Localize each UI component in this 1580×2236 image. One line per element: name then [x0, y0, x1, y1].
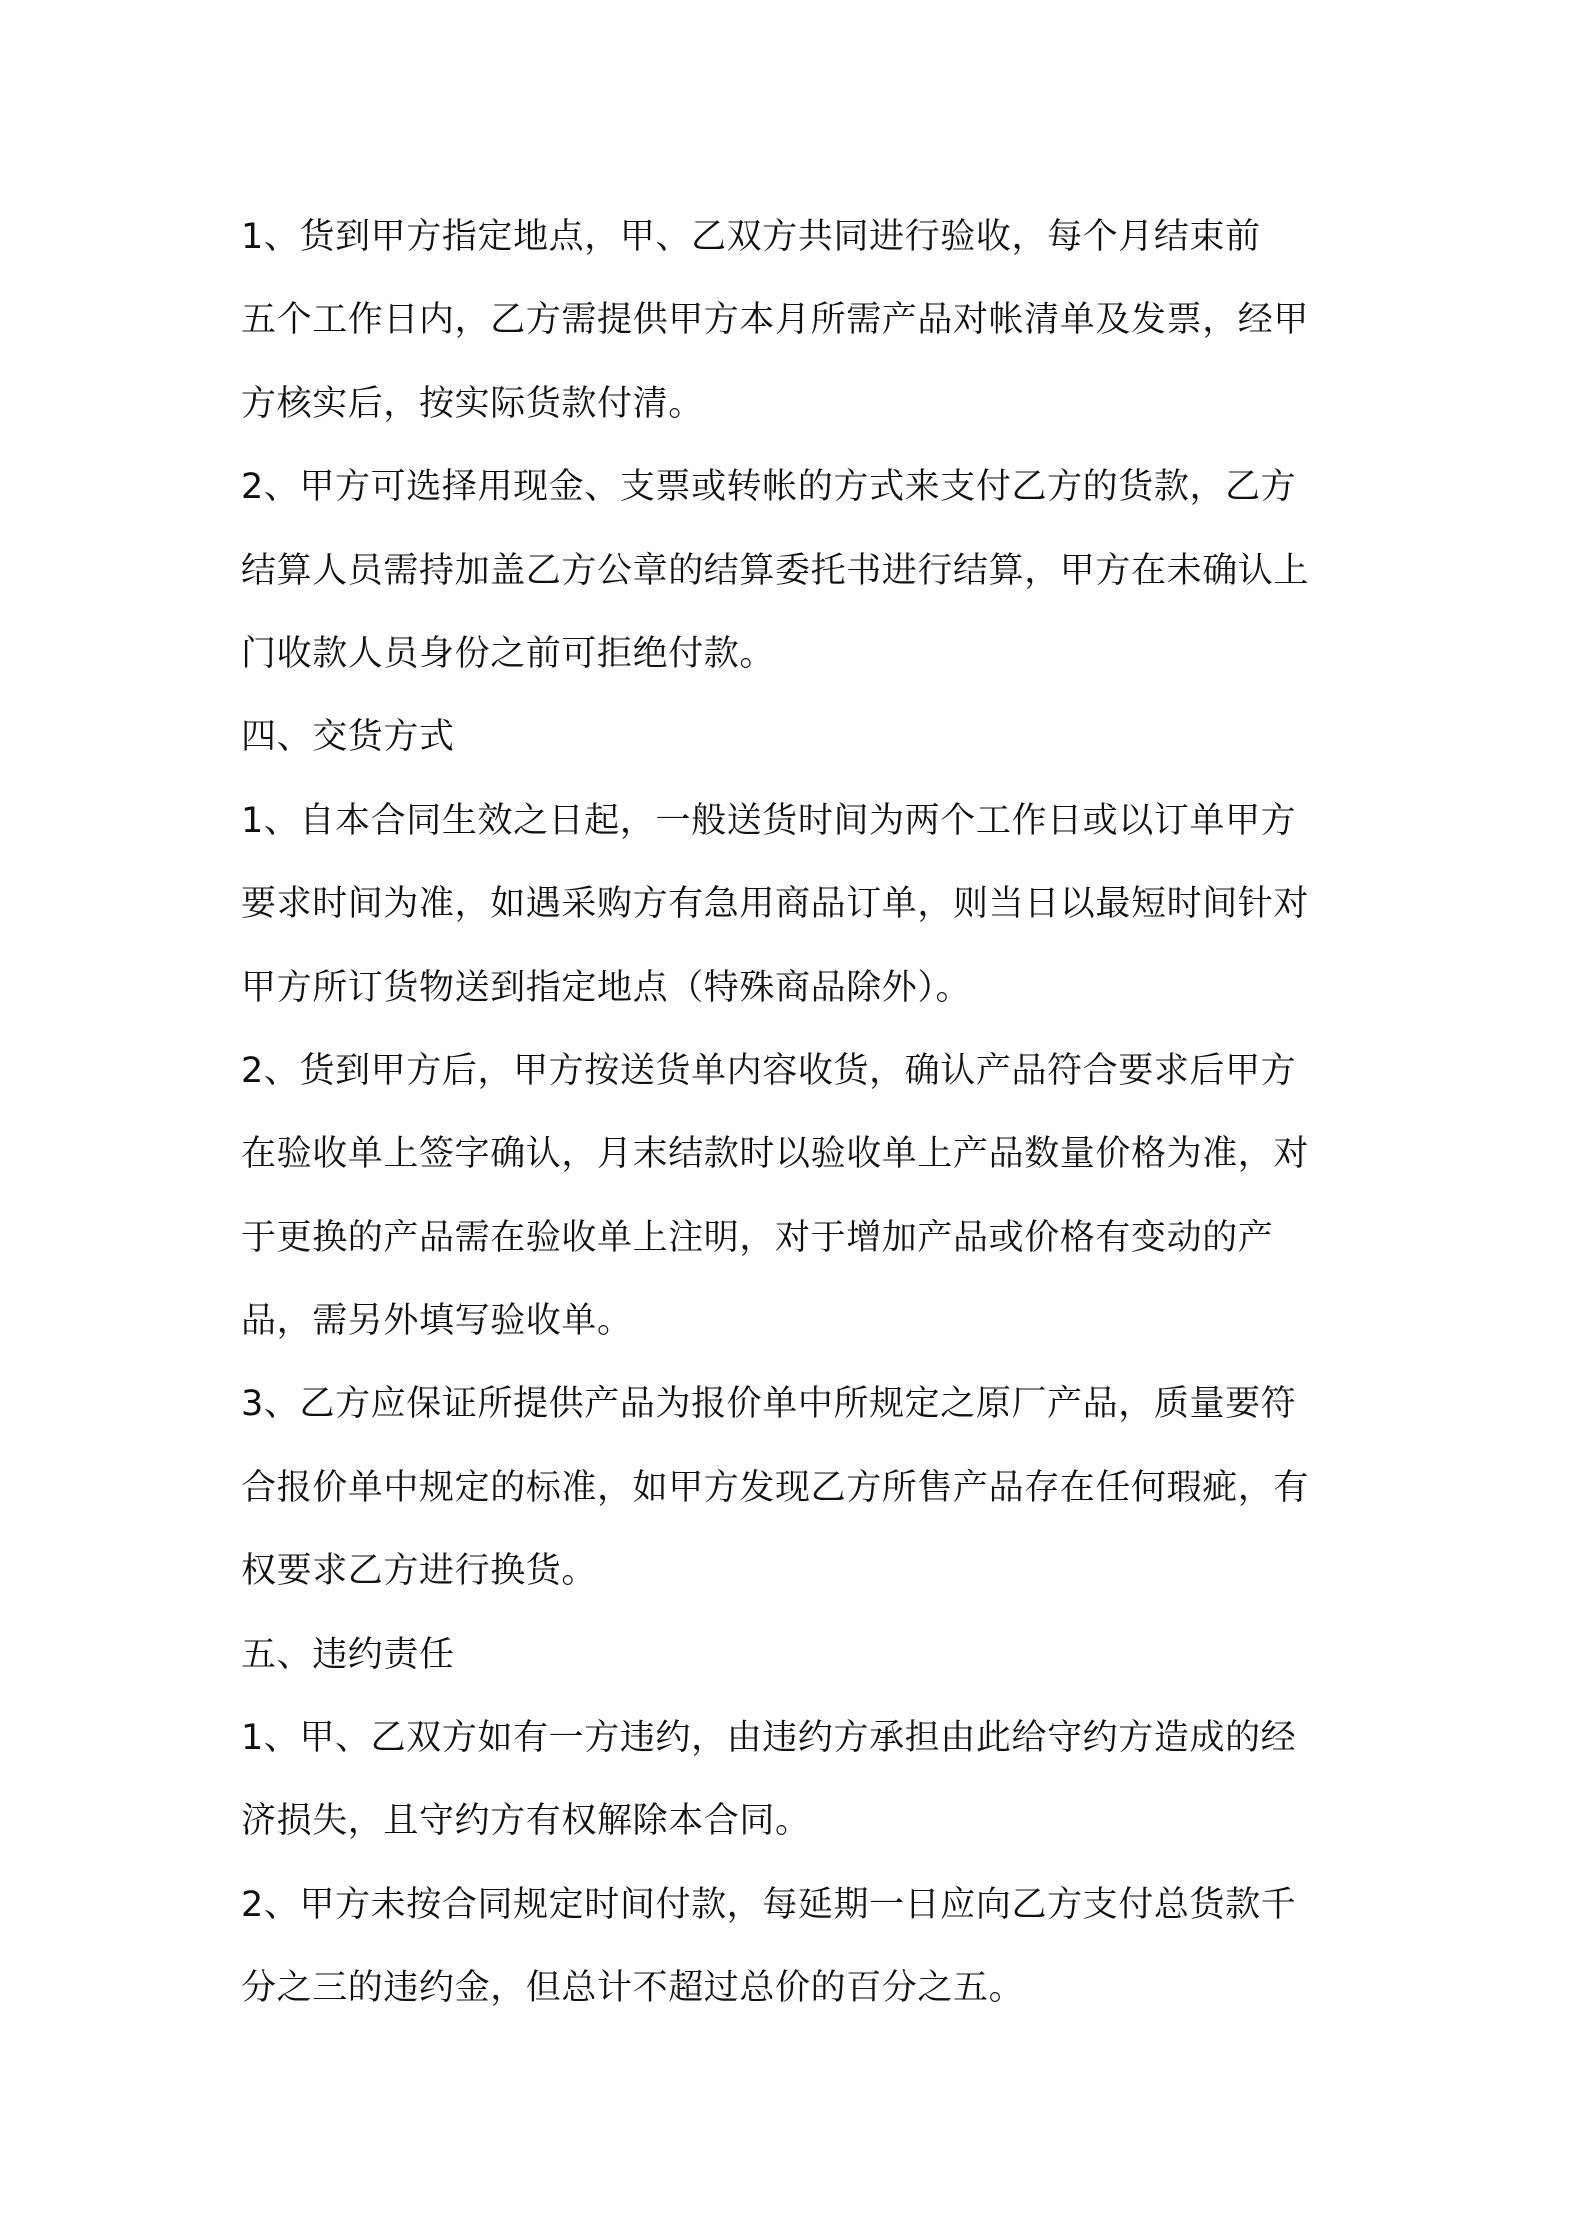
text-line: 1、货到甲方指定地点，甲、乙双方共同进行验收，每个月结束前	[241, 217, 1261, 257]
section-heading: 五、违约责任	[241, 1634, 455, 1675]
document-body	[241, 196, 1361, 2031]
text-line: 在验收单上签字确认，月末结款时以验收单上产品数量价格为准，对	[241, 1134, 1310, 1175]
text-line: 合报价单中规定的标准，如甲方发现乙方所售产品存在任何瑕疵，有	[241, 1467, 1310, 1508]
text-line: 门收款人员身份之前可拒绝付款。	[241, 633, 776, 674]
text-line: 品，需另外填写验收单。	[241, 1301, 633, 1342]
text-line: 2、货到甲方后，甲方按送货单内容收货，确认产品符合要求后甲方	[241, 1050, 1297, 1091]
text-line: 于更换的产品需在验收单上注明，对于增加产品或价格有变动的产	[241, 1217, 1274, 1258]
section-heading: 四、交货方式	[241, 717, 455, 758]
text-line: 2、甲方未按合同规定时间付款，每延期一日应向乙方支付总货款千	[241, 1884, 1297, 1925]
text-line: 3、乙方应保证所提供产品为报价单中所规定之原厂产品，质量要符	[241, 1384, 1297, 1425]
text-line: 济损失，且守约方有权解除本合同。	[241, 1801, 811, 1842]
text-line: 1、自本合同生效之日起，一般送货时间为两个工作日或以订单甲方	[241, 800, 1297, 841]
text-line: 要求时间为准，如遇采购方有急用商品订单，则当日以最短时间针对	[241, 884, 1310, 925]
text-line: 五个工作日内，乙方需提供甲方本月所需产品对帐清单及发票，经甲	[241, 300, 1310, 341]
text-line: 2、甲方可选择用现金、支票或转帐的方式来支付乙方的货款，乙方	[241, 467, 1297, 508]
text-line: 结算人员需持加盖乙方公章的结算委托书进行结算，甲方在未确认上	[241, 550, 1310, 591]
text-line: 分之三的违约金，但总计不超过总价的百分之五。	[241, 1968, 1025, 2009]
text-line: 方核实后，按实际货款付清。	[241, 383, 704, 424]
text-line: 甲方所订货物送到指定地点（特殊商品除外）。	[241, 967, 972, 1008]
text-line: 权要求乙方进行换货。	[241, 1551, 598, 1592]
text-line: 1、甲、乙双方如有一方违约，由违约方承担由此给守约方造成的经	[241, 1718, 1297, 1759]
